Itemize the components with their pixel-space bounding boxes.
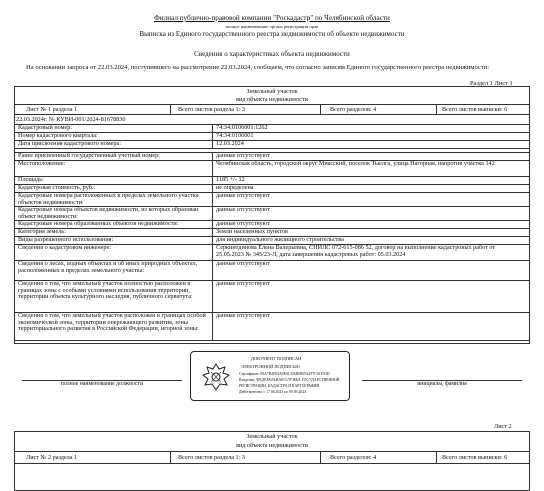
row-label: Кадастровые номера расположенных в пределах земельного участка объектов недвижимости: xyxy=(18,192,199,206)
row-value: 74:34:0106001:1262 xyxy=(216,124,268,131)
stamp-line-3: Сертификат: 00A7B2F63A9E0C1D4E8B5A2F7C61E93D xyxy=(239,372,330,376)
stamp-line-4: Владелец: ФЕДЕРАЛЬНАЯ СЛУЖБА ГОСУДАРСТВЕННОЙ xyxy=(239,378,340,382)
row-label: Местоположение: xyxy=(18,160,66,167)
row-label: Кадастровые номера объектов недвижимости, из которых образован объект недвижимости: xyxy=(18,206,199,220)
sheets-in-section: Всего листов раздела 1: 3 xyxy=(178,106,245,113)
row-label: Категория земель: xyxy=(18,228,66,235)
row-value: данные отсутствуют xyxy=(216,260,270,267)
stamp-line-5: РЕГИСТРАЦИИ, КАДАСТРА И КАРТОГРАФИИ xyxy=(239,384,320,388)
electronic-signature-stamp xyxy=(190,351,350,401)
object-type: Земельный участок xyxy=(246,88,298,95)
row-label: Кадастровый номер: xyxy=(18,124,73,131)
page-2-object-type-caption: вид объекта недвижимости xyxy=(236,442,308,449)
row-label: Виды разрешенного использования: xyxy=(18,236,114,243)
row-value: 1185 +/- 12 xyxy=(216,176,245,183)
row-value: 74:34:0106001 xyxy=(216,132,254,139)
row-label: Кадастровая стоимость, руб.: xyxy=(18,184,96,191)
coat-of-arms-icon xyxy=(199,360,233,394)
extract-sheets-total: Всего листов выписки: 6 xyxy=(442,106,508,113)
name-caption: инициалы, фамилия xyxy=(417,381,467,387)
page-2-label: Лист 2 xyxy=(494,423,512,430)
section-sheet-label: Раздел 1 Лист 1 xyxy=(470,80,513,87)
row-value: данные отсутствуют xyxy=(216,220,270,227)
row-label: Сведения о том, что земельный участок расположен в границах особой экономической зоны, территории опережающего развития, зоны территориального развития в Российской Федерации, игорной зоны: xyxy=(18,312,206,333)
row-value: данные отсутствуют xyxy=(216,206,270,213)
org-name: Филиал публично-правовой компании "Роскадастр" по Челябинской области xyxy=(154,14,390,22)
row-value: не определена xyxy=(216,184,254,191)
document-title: Выписка из Единого государственного реестра недвижимости об объекте недвижимости xyxy=(139,30,405,38)
row-label: Сведения о том, что земельный участок полностью расположен в границах зоны с особыми условиями использования территории, территории объекта культурного наследия, публичного сервитута: xyxy=(18,280,193,301)
page-2-table xyxy=(14,431,530,491)
stamp-line-1: ДОКУМЕНТ ПОДПИСАН xyxy=(251,356,302,361)
row-label: Сведения о кадастровом инженере: xyxy=(18,244,111,251)
row-value: данные отсутствуют xyxy=(216,192,270,199)
row-value: Серкинтдинова Елена Валерьевна, СНИЛС 072-615-086 52, договор на выполнение кадастровых работ от 25.05.2023 № 345/23-Л, дата завершения кадастровых работ: 05.03.2024 xyxy=(216,244,496,258)
row-value: Земли населенных пунктов xyxy=(216,228,288,235)
page-2-extract-sheets-total: Всего листов выписки: 6 xyxy=(442,454,508,461)
page-2-sheet-number: Лист № 2 раздела 1 xyxy=(26,454,78,461)
stamp-line-6: Действителен: с 17.06.2023 по 09.09.2024 xyxy=(239,390,307,394)
page-2-sections-total: Всего разделов: 4 xyxy=(330,454,377,461)
row-value: данные отсутствуют xyxy=(216,152,270,159)
page-2-object-type: Земельный участок xyxy=(246,433,298,440)
row-value: 12.03.2024 xyxy=(216,140,244,147)
row-label: Ранее присвоенный государственный учетный номер: xyxy=(18,152,160,159)
row-label: Номер кадастрового квартала: xyxy=(18,132,98,139)
row-value: Челябинская область, городской округ Миасский, поселок Тыелга, улица Нагорная, напротив участка 142 xyxy=(216,160,495,167)
sections-total: Всего разделов: 4 xyxy=(330,106,377,113)
row-value: для индивидуального жилищного строительства xyxy=(216,236,344,243)
extract-date-number: 22.03.2024г. № КУВИ-001/2024-81678830 xyxy=(16,116,126,123)
row-value: данные отсутствуют xyxy=(216,280,270,287)
row-label: Дата присвоения кадастрового номера: xyxy=(18,140,121,147)
row-label: Кадастровые номера образованных объектов недвижимости: xyxy=(18,220,179,227)
page-2-sheets-in-section: Всего листов раздела 1: 3 xyxy=(178,454,245,461)
row-label: Площадь: xyxy=(18,176,44,183)
row-label: Сведения о лесах, водных объектах и об иных природных объектах, расположенных в пределах земельного участка: xyxy=(18,260,198,274)
intro-text: На основании запроса от 22.03.2024, поступившего на рассмотрение 22.03.2024, сообщаем, что согласно записям Единого государственного реестра недвижимости: xyxy=(26,64,490,71)
object-type-caption: вид объекта недвижимости xyxy=(236,96,308,103)
org-name-caption: полное наименование органа регистрации прав xyxy=(225,24,319,29)
section-title: Сведения о характеристиках объекта недвижимости xyxy=(194,50,350,58)
row-value: данные отсутствуют xyxy=(216,312,270,319)
position-caption: полное наименование должности xyxy=(60,381,144,387)
sheet-number: Лист № 1 раздела 1 xyxy=(26,106,78,113)
stamp-line-2: ЭЛЕКТРОННОЙ ПОДПИСЬЮ xyxy=(241,364,300,369)
